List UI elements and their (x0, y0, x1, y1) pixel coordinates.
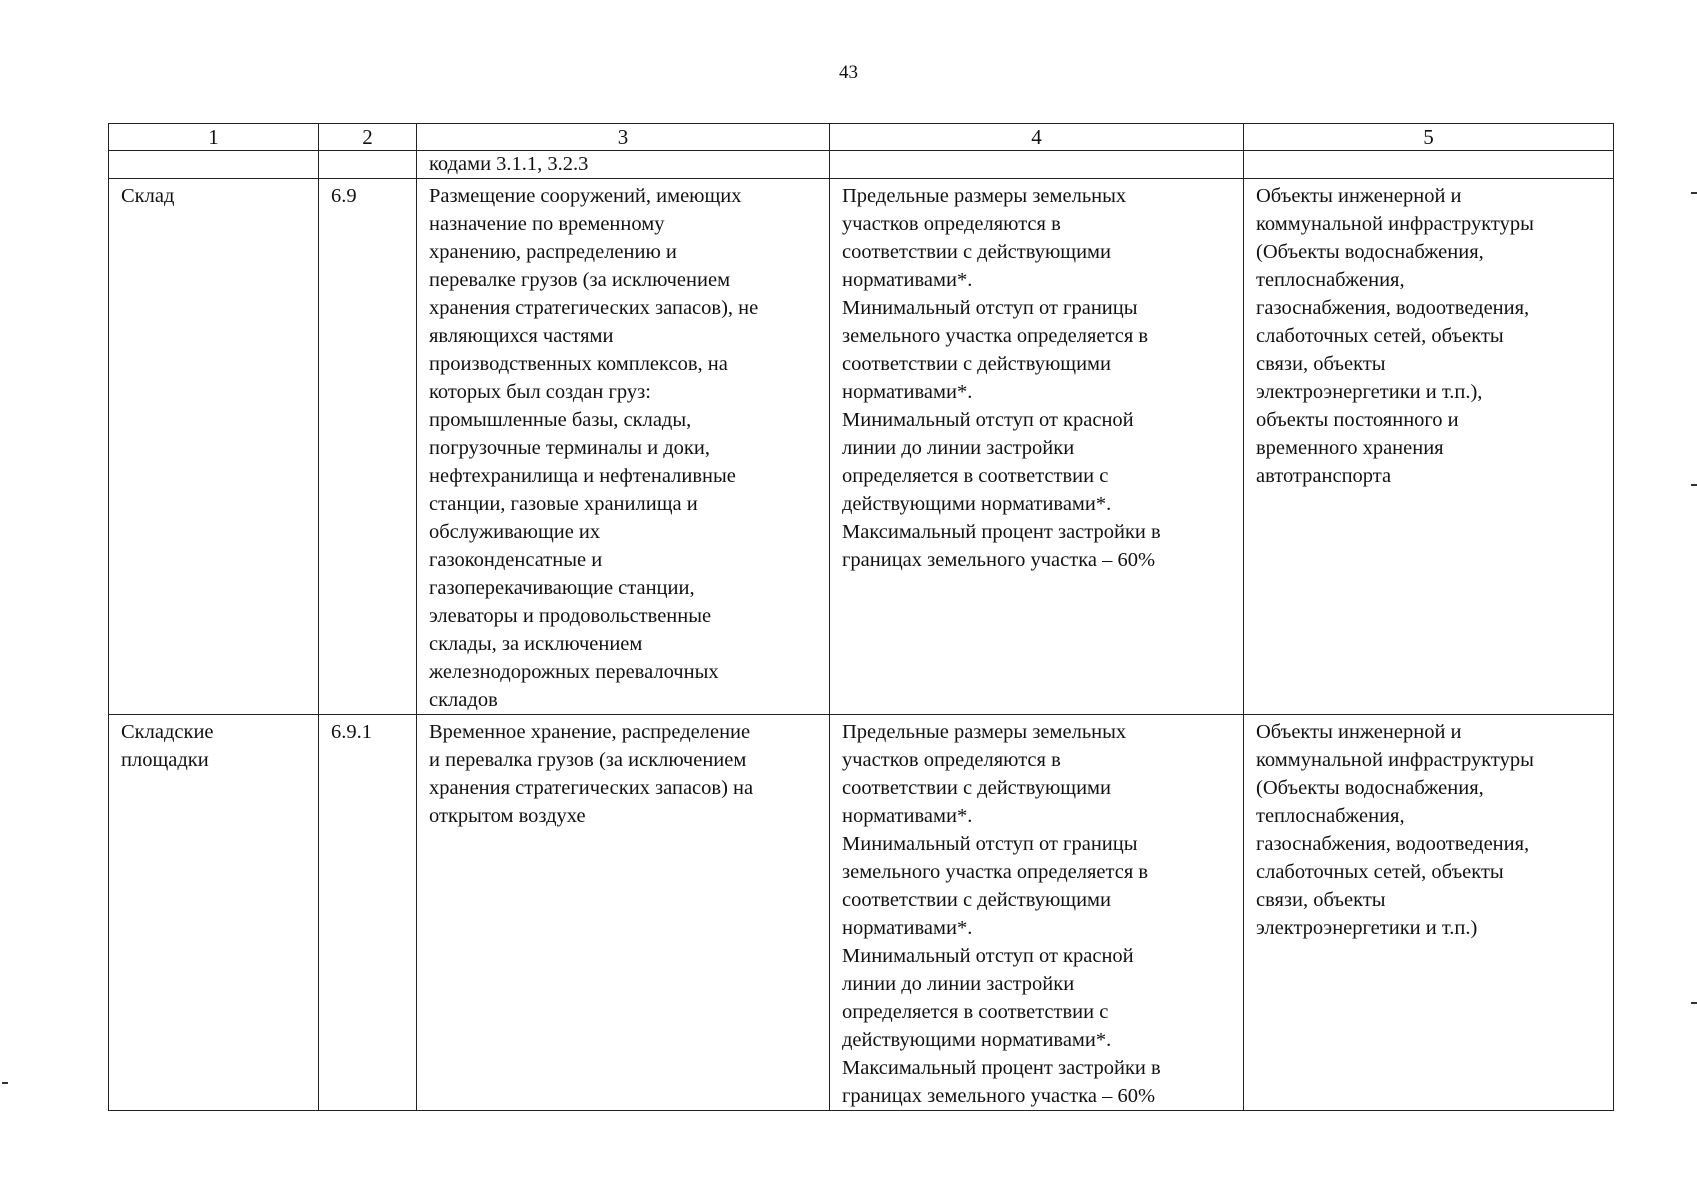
continuation-row (109, 151, 1614, 179)
header-cell-5: 5 (1244, 124, 1614, 151)
parameters-cell: Предельные размеры земельных участков определяются в соответствии с действующими нормативами*. Минимальный отступ от границы земельного участка определяется в соответствии с действующими нормативами*. Минимальный отступ от красной линии до линии застройки определяется в соответствии с действующими нормативами*. Максимальный процент застройки в границах земельного участка – 60% (830, 715, 1244, 1111)
header-cell-3: 3 (417, 124, 830, 151)
header-cell-2: 2 (319, 124, 417, 151)
continuation-cell-5 (1244, 151, 1614, 179)
table-header-row (109, 124, 1614, 151)
page-number: 43 (839, 62, 858, 83)
scan-mark-right (1691, 1002, 1697, 1004)
use-name-cell: Склад (109, 179, 319, 715)
use-description-cell: Временное хранение, распределение и перевалка грузов (за исключением хранения стратегических запасов) на открытом воздухе (417, 715, 830, 1111)
scan-mark-left (2, 1082, 8, 1084)
scan-mark-right (1691, 484, 1697, 486)
table-row (109, 715, 1614, 1111)
continuation-cell-2 (319, 151, 417, 179)
continuation-cell-1 (109, 151, 319, 179)
table-row (109, 179, 1614, 715)
use-code-cell: 6.9.1 (319, 715, 417, 1111)
continuation-cell-4 (830, 151, 1244, 179)
use-name-cell: Складские площадки (109, 715, 319, 1111)
parameters-cell: Предельные размеры земельных участков определяются в соответствии с действующими нормативами*. Минимальный отступ от границы земельного участка определяется в соответствии с действующими нормативами*. Минимальный отступ от красной линии до линии застройки определяется в соответствии с действующими нормативами*. Максимальный процент застройки в границах земельного участка – 60% (830, 179, 1244, 715)
header-cell-4: 4 (830, 124, 1244, 151)
continuation-cell-3: кодами 3.1.1, 3.2.3 (417, 151, 830, 179)
auxiliary-objects-cell: Объекты инженерной и коммунальной инфраструктуры (Объекты водоснабжения, теплоснабжения, газоснабжения, водоотведения, слаботочных сетей, объекты связи, объекты электроэнергетики и т.п.) (1244, 715, 1614, 1111)
header-cell-1: 1 (109, 124, 319, 151)
use-code-cell: 6.9 (319, 179, 417, 715)
scan-mark-right (1691, 192, 1697, 194)
use-description-cell: Размещение сооружений, имеющих назначение по временному хранению, распределению и перевалке грузов (за исключением хранения стратегических запасов), не являющихся частями производственных комплексов, на которых был создан груз: промышленные базы, склады, погрузочные терминалы и доки, нефтехранилища и нефтеналивные станции, газовые хранилища и обслуживающие их газоконденсатные и газоперекачивающие станции, элеваторы и продовольственные склады, за исключением железнодорожных перевалочных складов (417, 179, 830, 715)
auxiliary-objects-cell: Объекты инженерной и коммунальной инфраструктуры (Объекты водоснабжения, теплоснабжения, газоснабжения, водоотведения, слаботочных сетей, объекты связи, объекты электроэнергетики и т.п.), объекты постоянного и временного хранения автотранспорта (1244, 179, 1614, 715)
land-use-table (108, 123, 1614, 1111)
